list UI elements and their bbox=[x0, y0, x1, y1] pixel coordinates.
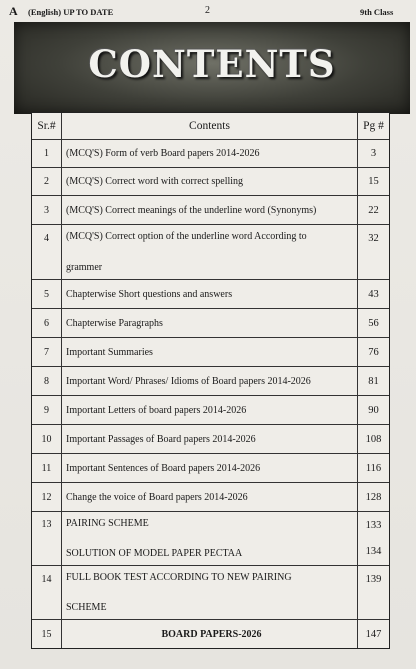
row-number: 15 bbox=[32, 620, 62, 648]
row-title-line: PAIRING SCHEME bbox=[66, 518, 149, 529]
column-header-contents: Contents bbox=[62, 113, 358, 139]
row-number: 4 bbox=[32, 225, 62, 279]
row-page-value: 134 bbox=[365, 546, 382, 557]
row-title: Important Word/ Phrases/ Idioms of Board papers 2014-2026 bbox=[62, 367, 358, 395]
row-page: 56 bbox=[368, 317, 379, 329]
row-page bbox=[358, 512, 389, 565]
table-header-row bbox=[32, 113, 389, 140]
table-row bbox=[32, 620, 389, 648]
header-title: (English) UP TO DATE bbox=[28, 7, 114, 17]
page-number: 2 bbox=[205, 5, 210, 16]
header-letter: A bbox=[9, 4, 18, 18]
row-page-value: 133 bbox=[365, 520, 382, 531]
row-page: 116 bbox=[365, 462, 382, 474]
row-page: 147 bbox=[365, 628, 382, 640]
row-page: 139 bbox=[365, 574, 382, 585]
row-page: 32 bbox=[368, 233, 379, 244]
row-number: 7 bbox=[32, 338, 62, 366]
row-title: (MCQ'S) Form of verb Board papers 2014-2026 bbox=[62, 140, 358, 167]
row-number: 9 bbox=[32, 396, 62, 424]
row-title: (MCQ'S) Correct word with correct spelling bbox=[62, 168, 358, 195]
table-row bbox=[32, 425, 389, 454]
table-row bbox=[32, 512, 389, 566]
row-number: 3 bbox=[32, 196, 62, 224]
class-label: 9th Class bbox=[360, 7, 394, 17]
row-number: 1 bbox=[32, 140, 62, 167]
column-header-page: Pg # bbox=[363, 120, 384, 132]
row-page: 90 bbox=[368, 404, 379, 416]
row-number: 2 bbox=[32, 168, 62, 195]
page-header bbox=[0, 4, 416, 20]
row-page: 81 bbox=[368, 375, 379, 387]
row-title: Important Summaries bbox=[62, 338, 358, 366]
table-row bbox=[32, 367, 389, 396]
row-title: Chapterwise Short questions and answers bbox=[62, 280, 358, 308]
row-title-line: SCHEME bbox=[66, 602, 107, 613]
table-row bbox=[32, 483, 389, 512]
table-row bbox=[32, 338, 389, 367]
row-page: 15 bbox=[368, 176, 379, 187]
row-number: 14 bbox=[32, 566, 62, 619]
contents-banner bbox=[14, 22, 410, 114]
row-number: 12 bbox=[32, 483, 62, 511]
row-title: (MCQ'S) Correct meanings of the underline word (Synonyms) bbox=[62, 196, 358, 224]
row-title: Change the voice of Board papers 2014-2026 bbox=[62, 483, 358, 511]
row-page: 43 bbox=[368, 288, 379, 300]
row-title: Important Passages of Board papers 2014-2026 bbox=[62, 425, 358, 453]
row-page: 128 bbox=[365, 491, 382, 503]
table-row bbox=[32, 280, 389, 309]
column-header-sr: Sr.# bbox=[32, 113, 62, 139]
row-number: 5 bbox=[32, 280, 62, 308]
table-row bbox=[32, 396, 389, 425]
row-title: Chapterwise Paragraphs bbox=[62, 309, 358, 337]
row-page: 3 bbox=[370, 148, 377, 159]
banner-title: CONTENTS bbox=[88, 42, 336, 86]
contents-table bbox=[31, 112, 390, 649]
row-title-line: grammer bbox=[66, 262, 103, 273]
row-title-line: SOLUTION OF MODEL PAPER PECTAA bbox=[66, 548, 243, 559]
row-title bbox=[62, 225, 358, 279]
row-title: Important Letters of board papers 2014-2026 bbox=[62, 396, 358, 424]
table-row bbox=[32, 225, 389, 280]
table-row bbox=[32, 168, 389, 196]
row-title: Important Sentences of Board papers 2014-2026 bbox=[62, 454, 358, 482]
row-page: 108 bbox=[365, 433, 382, 445]
row-page: 22 bbox=[368, 204, 379, 216]
table-row bbox=[32, 454, 389, 483]
row-number: 8 bbox=[32, 367, 62, 395]
table-row bbox=[32, 196, 389, 225]
row-number: 6 bbox=[32, 309, 62, 337]
table-row bbox=[32, 140, 389, 168]
row-title-line: (MCQ'S) Correct option of the underline word According to bbox=[66, 231, 307, 242]
table-row bbox=[32, 309, 389, 338]
row-number: 13 bbox=[32, 512, 62, 565]
row-title-line: FULL BOOK TEST ACCORDING TO NEW PAIRING bbox=[66, 572, 292, 583]
row-number: 11 bbox=[32, 454, 62, 482]
row-page: 76 bbox=[368, 346, 379, 358]
row-title: BOARD PAPERS-2026 bbox=[62, 620, 358, 648]
table-row bbox=[32, 566, 389, 620]
row-title bbox=[62, 566, 358, 619]
row-number: 10 bbox=[32, 425, 62, 453]
row-title bbox=[62, 512, 358, 565]
